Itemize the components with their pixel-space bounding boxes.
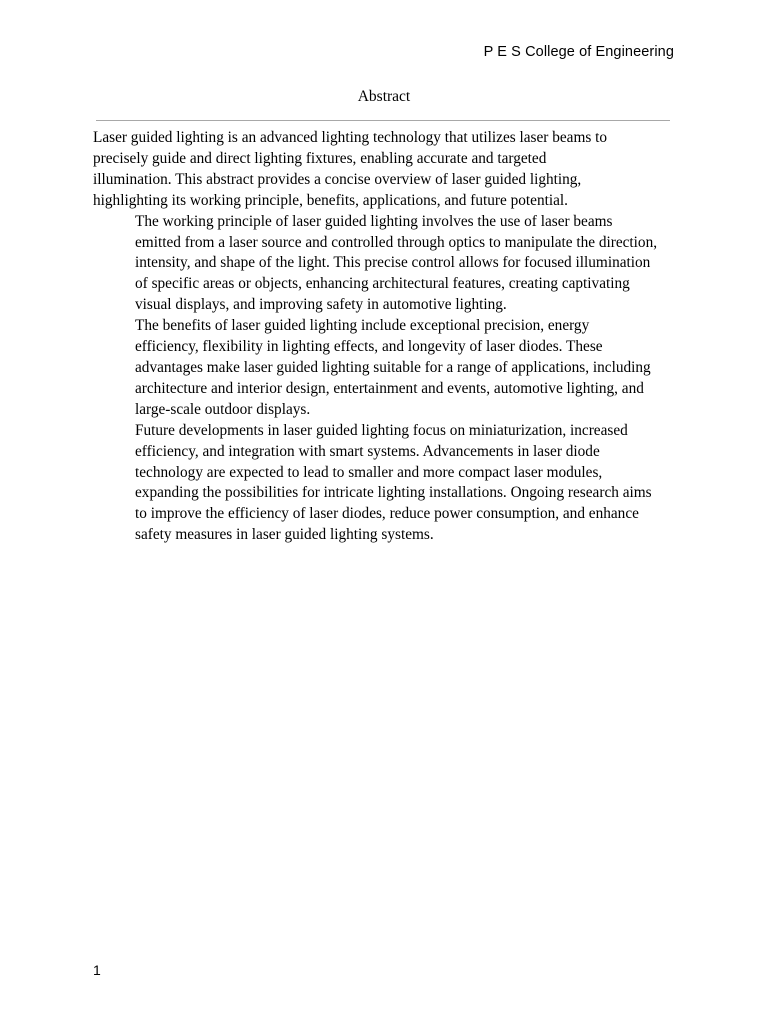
text-line: advantages make laser guided lighting suitable for a range of applications, including [135, 358, 651, 376]
text-line: safety measures in laser guided lighting systems. [135, 526, 434, 544]
text-line: The benefits of laser guided lighting include exceptional precision, energy [135, 317, 590, 335]
abstract-body [93, 128, 679, 546]
text-line: architecture and interior design, entertainment and events, automotive lighting, and [135, 379, 644, 397]
text-line: emitted from a laser source and controlled through optics to manipulate the direction, [135, 233, 658, 251]
paragraph [93, 316, 679, 421]
text-line: to improve the efficiency of laser diodes, reduce power consumption, and enhance [135, 505, 639, 523]
paragraph [93, 421, 679, 546]
page-title: Abstract [357, 88, 411, 105]
text-line: Laser guided lighting is an advanced lighting technology that utilizes laser beams to [93, 129, 608, 146]
running-header: P E S College of Engineering [483, 44, 674, 60]
page-number: 1 [93, 962, 101, 978]
text-line: expanding the possibilities for intricate lighting installations. Ongoing research aims [135, 484, 652, 502]
text-line: large-scale outdoor displays. [135, 400, 311, 418]
text-line: visual displays, and improving safety in automotive lighting. [135, 296, 507, 314]
paragraph [93, 128, 679, 212]
text-line: Future developments in laser guided lighting focus on miniaturization, increased [135, 421, 628, 439]
text-line: of specific areas or objects, enhancing architectural features, creating captivating [135, 275, 630, 293]
text-line: efficiency, flexibility in lighting effects, and longevity of laser diodes. These [135, 338, 603, 356]
text-line: The working principle of laser guided lighting involves the use of laser beams [135, 212, 613, 230]
text-line: illumination. This abstract provides a concise overview of laser guided lighting, [93, 170, 582, 188]
title-divider [96, 120, 670, 121]
text-line: efficiency, and integration with smart systems. Advancements in laser diode [135, 442, 600, 460]
text-line: highlighting its working principle, benefits, applications, and future potential. [93, 191, 568, 209]
paragraph [93, 212, 679, 317]
text-line: technology are expected to lead to smaller and more compact laser modules, [135, 463, 603, 481]
text-line: intensity, and shape of the light. This precise control allows for focused illumination [135, 254, 651, 272]
text-line: precisely guide and direct lighting fixtures, enabling accurate and targeted [93, 149, 547, 167]
